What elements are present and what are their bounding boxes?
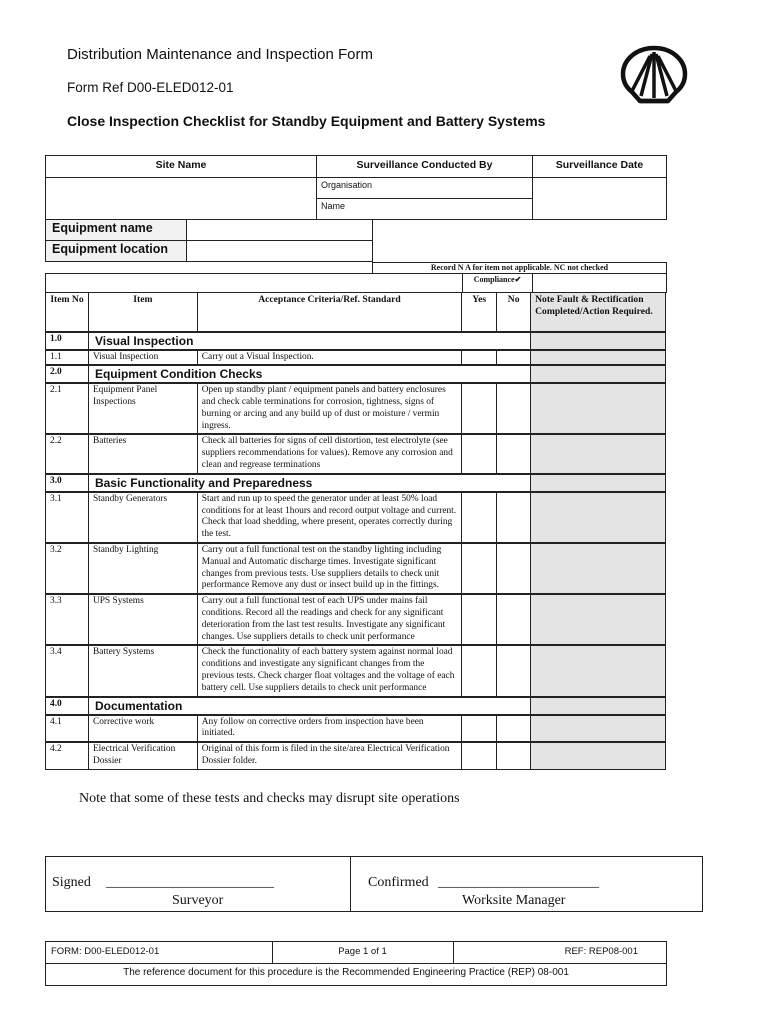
table-row bbox=[46, 742, 666, 769]
item-number: 4.1 bbox=[46, 715, 89, 743]
no-checkbox-cell[interactable] bbox=[497, 543, 531, 594]
acceptance-criteria: Open up standby plant / equipment panels and battery enclosures and check cable terminations for corrosion, tightness, signs of burning or arcing and any build up of dust or moisture / vermin ingress. bbox=[197, 383, 461, 434]
note-cell[interactable] bbox=[531, 742, 666, 769]
acceptance-criteria: Carry out a Visual Inspection. bbox=[197, 350, 461, 366]
yes-checkbox-cell[interactable] bbox=[462, 715, 497, 743]
yes-checkbox-cell[interactable] bbox=[462, 645, 497, 696]
equipment-location-field[interactable] bbox=[186, 240, 373, 262]
no-checkbox-cell[interactable] bbox=[497, 715, 531, 743]
item-number: 3.4 bbox=[46, 645, 89, 696]
no-checkbox-cell[interactable] bbox=[497, 434, 531, 473]
footer-reference-text: The reference document for this procedure is the Recommended Engineering Practice (REP) 08-001 bbox=[123, 967, 569, 978]
name-label: Name bbox=[321, 201, 346, 211]
col-yes: Yes bbox=[462, 293, 497, 332]
checklist-table bbox=[45, 292, 666, 770]
col-no: No bbox=[497, 293, 531, 332]
item-name: Standby Lighting bbox=[88, 543, 197, 594]
section-title: Visual Inspection bbox=[88, 332, 530, 350]
table-row bbox=[46, 434, 666, 473]
section-row bbox=[46, 697, 666, 715]
footer-form: FORM: D00-ELED012-01 bbox=[51, 946, 160, 957]
yes-checkbox-cell[interactable] bbox=[462, 594, 497, 645]
item-name: Batteries bbox=[88, 434, 197, 473]
note-cell[interactable] bbox=[531, 365, 666, 383]
site-name-header: Site Name bbox=[45, 155, 317, 178]
name-field[interactable] bbox=[316, 198, 533, 220]
acceptance-criteria: Original of this form is filed in the site/area Electrical Verification Dossier folder. bbox=[197, 742, 461, 769]
equipment-name-label: Equipment name bbox=[45, 219, 187, 241]
note-cell[interactable] bbox=[531, 383, 666, 434]
spacer-cell bbox=[45, 273, 463, 293]
signature-block bbox=[45, 856, 703, 912]
divider bbox=[350, 857, 351, 911]
item-number: 4.2 bbox=[46, 742, 89, 769]
item-number: 2.2 bbox=[46, 434, 89, 473]
acceptance-criteria: Check all batteries for signs of cell distortion, test electrolyte (see suppliers recommendations for values). Remove any corrosion and clean and regrease terminations bbox=[197, 434, 461, 473]
note-cell[interactable] bbox=[531, 543, 666, 594]
section-title: Equipment Condition Checks bbox=[88, 365, 530, 383]
item-name: UPS Systems bbox=[88, 594, 197, 645]
divider bbox=[372, 219, 373, 263]
equipment-name-field[interactable] bbox=[186, 219, 373, 241]
table-header-row bbox=[46, 293, 666, 332]
no-checkbox-cell[interactable] bbox=[497, 594, 531, 645]
surveyor-label: Surveyor bbox=[172, 893, 224, 908]
surveillance-date-field[interactable] bbox=[532, 177, 667, 220]
note-cell[interactable] bbox=[531, 474, 666, 492]
confirmed-label: Confirmed bbox=[368, 875, 429, 890]
section-number: 3.0 bbox=[46, 474, 89, 492]
surveillance-date-header: Surveillance Date bbox=[532, 155, 667, 178]
section-number: 1.0 bbox=[46, 332, 89, 350]
acceptance-criteria: Carry out a full functional test on the standby lighting including Manual and Automatic discharge times. Investigate significant changes from previous tests. Use suppliers details to check unit performance Remove any dust or insect build up in the fittings. bbox=[197, 543, 461, 594]
organisation-label: Organisation bbox=[321, 180, 373, 190]
organisation-field[interactable] bbox=[316, 177, 533, 199]
item-name: Equipment Panel Inspections bbox=[88, 383, 197, 434]
no-checkbox-cell[interactable] bbox=[497, 492, 531, 543]
item-name: Corrective work bbox=[88, 715, 197, 743]
item-number: 3.2 bbox=[46, 543, 89, 594]
page-footer bbox=[45, 941, 667, 986]
table-row bbox=[46, 350, 666, 366]
yes-checkbox-cell[interactable] bbox=[462, 383, 497, 434]
shell-logo-icon bbox=[620, 44, 688, 106]
table-row bbox=[46, 492, 666, 543]
col-criteria: Acceptance Criteria/Ref. Standard bbox=[197, 293, 461, 332]
section-title: Documentation bbox=[88, 697, 530, 715]
acceptance-criteria: Carry out a full functional test of each UPS under mains fail conditions. Record all the readings and check for any significant deterioration from the last test results. Investigate any significant changes. Use suppliers details to check unit performance bbox=[197, 594, 461, 645]
yes-checkbox-cell[interactable] bbox=[462, 742, 497, 769]
yes-checkbox-cell[interactable] bbox=[462, 434, 497, 473]
acceptance-criteria: Any follow on corrective orders from inspection have been initiated. bbox=[197, 715, 461, 743]
site-name-field[interactable] bbox=[45, 177, 317, 220]
form-title: Distribution Maintenance and Inspection Form bbox=[67, 46, 373, 63]
form-subtitle: Close Inspection Checklist for Standby Equipment and Battery Systems bbox=[67, 113, 546, 129]
disruption-note: Note that some of these tests and checks may disrupt site operations bbox=[79, 791, 460, 806]
table-row bbox=[46, 594, 666, 645]
footer-page: Page 1 of 1 bbox=[338, 946, 387, 957]
section-row bbox=[46, 332, 666, 350]
note-cell[interactable] bbox=[531, 492, 666, 543]
spacer-cell bbox=[532, 273, 667, 293]
surveillance-by-header: Surveillance Conducted By bbox=[316, 155, 533, 178]
record-note: Record N A for item not applicable. NC not checked bbox=[372, 262, 667, 274]
table-row bbox=[46, 715, 666, 743]
note-cell[interactable] bbox=[531, 594, 666, 645]
form-ref: Form Ref D00-ELED012-01 bbox=[67, 80, 234, 95]
table-row bbox=[46, 543, 666, 594]
table-row bbox=[46, 645, 666, 696]
yes-checkbox-cell[interactable] bbox=[462, 492, 497, 543]
col-item: Item bbox=[88, 293, 197, 332]
section-title: Basic Functionality and Preparedness bbox=[88, 474, 530, 492]
col-item-no: Item No bbox=[46, 293, 89, 332]
no-checkbox-cell[interactable] bbox=[497, 742, 531, 769]
confirmed-line[interactable]: _______________________ bbox=[438, 875, 599, 890]
table-row bbox=[46, 383, 666, 434]
note-cell[interactable] bbox=[531, 434, 666, 473]
section-number: 2.0 bbox=[46, 365, 89, 383]
no-checkbox-cell[interactable] bbox=[497, 645, 531, 696]
signed-line[interactable]: ________________________ bbox=[106, 875, 274, 890]
acceptance-criteria: Check the functionality of each battery system against normal load conditions and investigate any significant changes from the previous tests. Check charger float voltages and the voltage of each battery cell. Use suppliers details to check unit performance bbox=[197, 645, 461, 696]
item-name: Electrical Verification Dossier bbox=[88, 742, 197, 769]
note-cell[interactable] bbox=[531, 715, 666, 743]
divider bbox=[46, 963, 666, 964]
no-checkbox-cell[interactable] bbox=[497, 383, 531, 434]
item-number: 1.1 bbox=[46, 350, 89, 366]
note-cell[interactable] bbox=[531, 697, 666, 715]
col-note: Note Fault & Rectification Completed/Action Required. bbox=[531, 293, 666, 332]
note-cell[interactable] bbox=[531, 350, 666, 366]
compliance-header: Compliance✔ bbox=[462, 273, 533, 293]
item-name: Visual Inspection bbox=[88, 350, 197, 366]
worksite-manager-label: Worksite Manager bbox=[462, 893, 566, 908]
no-checkbox-cell[interactable] bbox=[497, 350, 531, 366]
footer-ref: REF: REP08-001 bbox=[564, 946, 638, 957]
note-cell[interactable] bbox=[531, 645, 666, 696]
acceptance-criteria: Start and run up to speed the generator under at least 50% load conditions for at least 1hours and record output voltage and current. Check that load shedding, where present, operates correctly during the test. bbox=[197, 492, 461, 543]
section-row bbox=[46, 474, 666, 492]
item-name: Battery Systems bbox=[88, 645, 197, 696]
yes-checkbox-cell[interactable] bbox=[462, 350, 497, 366]
section-row bbox=[46, 365, 666, 383]
item-number: 3.3 bbox=[46, 594, 89, 645]
equipment-location-label: Equipment location bbox=[45, 240, 187, 262]
item-name: Standby Generators bbox=[88, 492, 197, 543]
yes-checkbox-cell[interactable] bbox=[462, 543, 497, 594]
section-number: 4.0 bbox=[46, 697, 89, 715]
item-number: 2.1 bbox=[46, 383, 89, 434]
item-number: 3.1 bbox=[46, 492, 89, 543]
note-cell[interactable] bbox=[531, 332, 666, 350]
signed-label: Signed bbox=[52, 875, 91, 890]
